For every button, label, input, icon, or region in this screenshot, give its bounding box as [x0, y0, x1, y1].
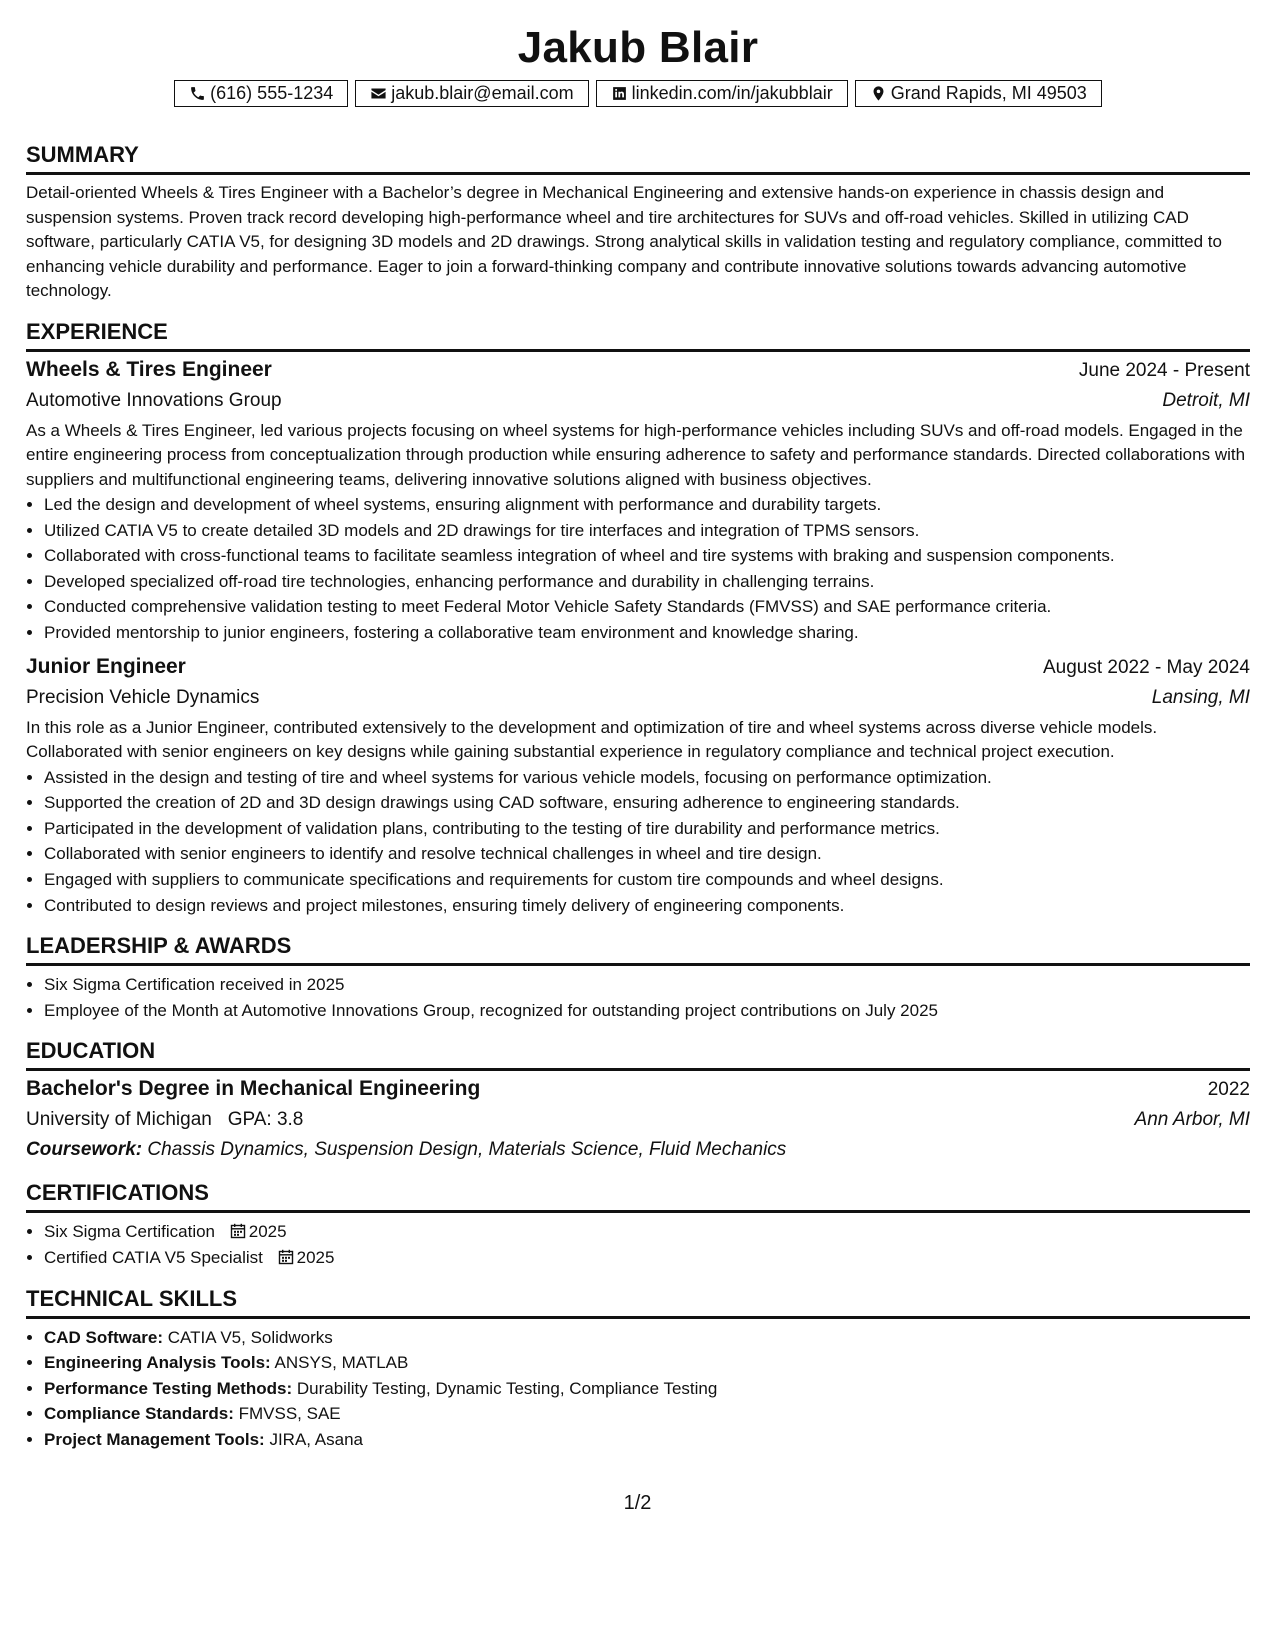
phone-contact[interactable] [174, 80, 348, 107]
degree-title: Bachelor's Degree in Mechanical Engineering [26, 1077, 481, 1101]
coursework-label: Coursework: [26, 1139, 143, 1161]
list-item [44, 1245, 1250, 1271]
certification-name: Certified CATIA V5 Specialist [44, 1247, 263, 1267]
certification-year: 2025 [296, 1247, 335, 1267]
page-number: 1/2 [623, 1492, 652, 1514]
location-text: Grand Rapids, MI 49503 [890, 83, 1087, 103]
job-location: Detroit, MI [1162, 389, 1250, 411]
section-title-experience: EXPERIENCE [26, 318, 1250, 352]
linkedin-icon [611, 85, 628, 102]
list-item [44, 1350, 1250, 1376]
job-dates: August 2022 - May 2024 [1042, 656, 1250, 678]
certifications-section [26, 1179, 1250, 1270]
job-bullets [26, 492, 1250, 646]
section-title-leadership: LEADERSHIP & AWARDS [26, 932, 1250, 966]
calendar-icon [278, 1249, 294, 1265]
skill-value: JIRA, Asana [269, 1429, 364, 1449]
school-line [26, 1105, 303, 1135]
section-title-summary: SUMMARY [26, 141, 1250, 175]
contact-bar [26, 80, 1250, 107]
skills-list [26, 1325, 1250, 1453]
linkedin-text: linkedin.com/in/jakubblair [631, 83, 833, 103]
list-item: • Assisted in the design and testing of tire and wheel systems for various vehicle models, focusing on performance optimization. [44, 765, 1250, 791]
job-entry [26, 652, 1250, 919]
school-location: Ann Arbor, MI [1134, 1109, 1250, 1131]
resume-page [26, 18, 1250, 1452]
gpa: GPA: 3.8 [227, 1109, 304, 1131]
skill-value: ANSYS, MATLAB [274, 1353, 409, 1373]
list-item: • Developed specialized off-road tire technologies, enhancing performance and durability in challenging terrains. [44, 569, 1250, 595]
list-item [44, 1325, 1250, 1351]
leadership-section [26, 932, 1250, 1023]
job-title: Junior Engineer [26, 654, 186, 678]
skill-label: CAD Software: [44, 1327, 164, 1347]
job-bullets [26, 765, 1250, 919]
certification-name: Six Sigma Certification [44, 1222, 216, 1242]
list-item [44, 1401, 1250, 1427]
list-item: • Collaborated with cross-functional teams to facilitate seamless integration of wheel and tire systems with braking and suspension components. [44, 543, 1250, 569]
email-text: jakub.blair@email.com [391, 83, 574, 103]
job-company: Precision Vehicle Dynamics [26, 686, 260, 708]
section-title-skills: TECHNICAL SKILLS [26, 1285, 1250, 1319]
list-item: • Collaborated with senior engineers to identify and resolve technical challenges in wheel and tire design. [44, 841, 1250, 867]
calendar-icon [230, 1223, 246, 1239]
skill-label: Compliance Standards: [44, 1404, 234, 1424]
skill-value: FMVSS, SAE [238, 1404, 341, 1424]
phone-icon [189, 85, 206, 102]
education-section [26, 1037, 1250, 1165]
skill-label: Project Management Tools: [44, 1429, 265, 1449]
list-item: • Employee of the Month at Automotive Innovations Group, recognized for outstanding project contributions on July 2025 [44, 998, 1250, 1024]
job-description: In this role as a Junior Engineer, contributed extensively to the development and optimization of tire and wheel systems across diverse vehicle models. Collaborated with senior engineers on key designs while gaining substantial experience in regulatory compliance and technical project execution. [26, 717, 1158, 762]
leadership-list [26, 972, 1250, 1023]
linkedin-contact[interactable] [596, 80, 848, 107]
section-title-certifications: CERTIFICATIONS [26, 1179, 1250, 1213]
coursework-list: Chassis Dynamics, Suspension Design, Materials Science, Fluid Mechanics [147, 1139, 787, 1161]
skill-label: Performance Testing Methods: [44, 1378, 293, 1398]
list-item: • Conducted comprehensive validation testing to meet Federal Motor Vehicle Safety Standards (FMVSS) and SAE performance criteria. [44, 594, 1250, 620]
envelope-icon [370, 85, 387, 102]
list-item: • Provided mentorship to junior engineers, fostering a collaborative team environment and knowledge sharing. [44, 620, 1250, 646]
job-description: As a Wheels & Tires Engineer, led various projects focusing on wheel systems for high-performance vehicles including SUVs and off-road models. Engaged in the entire engineering process from conceptualization through production while ensuring adherence to safety and performance standards. Directed collaborations with suppliers and multifunctional engineering teams, delivering innovative solutions aligned with business objectives. [26, 420, 1246, 489]
list-item [44, 1376, 1250, 1402]
list-item: • Participated in the development of validation plans, contributing to the testing of tire durability and performance metrics. [44, 816, 1250, 842]
list-item: • Led the design and development of wheel systems, ensuring alignment with performance and durability targets. [44, 492, 1250, 518]
coursework [26, 1135, 1250, 1165]
skill-label: Engineering Analysis Tools: [44, 1353, 271, 1373]
skill-value: Durability Testing, Dynamic Testing, Compliance Testing [296, 1378, 718, 1398]
list-item: • Supported the creation of 2D and 3D design drawings using CAD software, ensuring adherence to engineering standards. [44, 790, 1250, 816]
job-company: Automotive Innovations Group [26, 389, 282, 411]
candidate-name: Jakub Blair [517, 23, 759, 72]
summary-text: Detail-oriented Wheels & Tires Engineer with a Bachelor’s degree in Mechanical Engineering and extensive hands-on experience in chassis design and suspension systems. Proven track record developing high-performance wheel and tire architectures for SUVs and off-road vehicles. Skilled in utilizing CAD software, particularly CATIA V5, for designing 3D models and 2D drawings. Strong analytical skills in validation testing and regulatory compliance, committed to enhancing vehicle durability and performance. Eager to join a forward-thinking company and contribute innovative solutions towards advancing automotive technology. [26, 183, 1222, 300]
list-item: • Engaged with suppliers to communicate specifications and requirements for custom tire compounds and wheel designs. [44, 867, 1250, 893]
job-entry [26, 355, 1250, 646]
email-contact[interactable] [355, 80, 588, 107]
experience-section [26, 318, 1250, 919]
section-title-education: EDUCATION [26, 1037, 1250, 1071]
graduation-year: 2022 [1207, 1079, 1250, 1101]
job-dates: June 2024 - Present [1078, 359, 1250, 381]
map-pin-icon [870, 85, 887, 102]
certification-year: 2025 [248, 1222, 287, 1242]
phone-text: (616) 555-1234 [210, 83, 334, 103]
job-location: Lansing, MI [1151, 686, 1250, 708]
school-name: University of Michigan [26, 1109, 212, 1131]
skill-value: CATIA V5, Solidworks [167, 1327, 333, 1347]
list-item [44, 1427, 1250, 1453]
list-item: • Utilized CATIA V5 to create detailed 3D models and 2D drawings for tire interfaces and integration of TPMS sensors. [44, 518, 1250, 544]
job-title: Wheels & Tires Engineer [26, 357, 272, 381]
summary-section [26, 141, 1250, 304]
list-item: • Contributed to design reviews and project milestones, ensuring timely delivery of engineering components. [44, 893, 1250, 919]
certifications-list [26, 1219, 1250, 1270]
skills-section [26, 1285, 1250, 1453]
list-item: • Six Sigma Certification received in 2025 [44, 972, 1250, 998]
location-contact [855, 80, 1102, 107]
list-item [44, 1219, 1250, 1245]
